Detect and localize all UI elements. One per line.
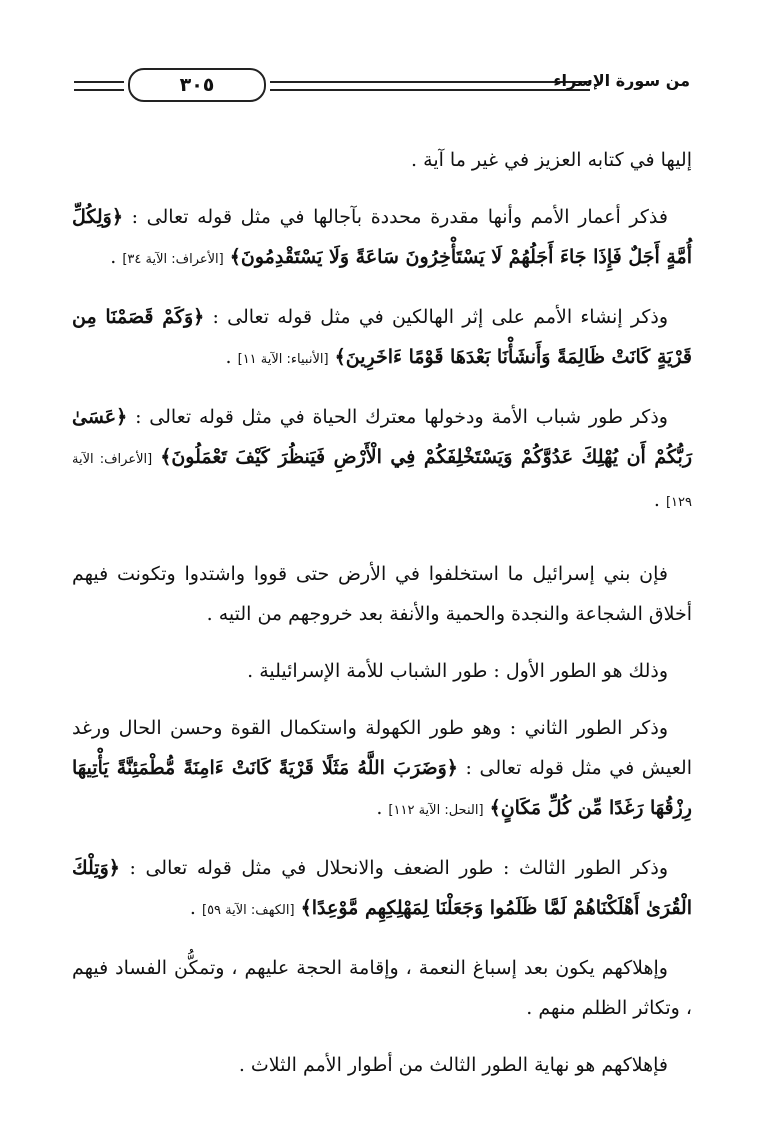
- quran-verse: ﴿وَكَمْ قَصَمْنَا مِن قَرْيَةٍ كَانَتْ ظَالِمَةً وَأَنشَأْنَا بَعْدَهَا قَوْمًا ءَاخَرِينَ﴾: [72, 306, 692, 368]
- paragraph-3: [72, 297, 692, 380]
- verse-reference: [الأعراف: الآية ٣٤]: [122, 252, 224, 267]
- paragraph-text: فإهلاكهم هو نهاية الطور الثالث من أطوار الأمم الثلاث .: [238, 1054, 668, 1076]
- paragraph-9: [72, 948, 692, 1028]
- page-body: [72, 140, 692, 1102]
- paragraph-text: فذكر أعمار الأمم وأنها مقدرة محددة بآجالها في مثل قوله تعالى :: [122, 206, 668, 228]
- header-rule-left: [74, 81, 124, 91]
- verse-reference: [النحل: الآية ١١٢]: [388, 803, 484, 818]
- paragraph-text: فإن بني إسرائيل ما استخلفوا في الأرض حتى قووا واشتدوا وتكونت فيهم أخلاق الشجاعة والنجدة والحمية والأنفة بعد خروجهم من التيه .: [72, 563, 692, 625]
- paragraph-text: وذكر طور شباب الأمة ودخولها معترك الحياة في مثل قوله تعالى :: [127, 406, 668, 428]
- verse-reference: [الأنبياء: الآية ١١]: [237, 352, 329, 367]
- paragraph-1: [72, 140, 692, 180]
- paragraph-2: [72, 197, 692, 280]
- header-rule-right: [270, 81, 590, 91]
- paragraph-text: وذكر إنشاء الأمم على إثر الهالكين في مثل قوله تعالى :: [204, 306, 668, 328]
- paragraph-8: [72, 848, 692, 931]
- paragraph-text: وذكر الطور الثالث : طور الضعف والانحلال في مثل قوله تعالى :: [119, 857, 668, 879]
- page-number: ٣٠٥: [128, 68, 266, 102]
- quran-verse: ﴿وَلِكُلِّ أُمَّةٍ أَجَلٌ فَإِذَا جَاءَ أَجَلُهُمْ لَا يَسْتَأْخِرُونَ سَاعَةً وَلَا يَسْتَقْدِمُونَ﴾: [72, 206, 692, 268]
- paragraph-text: وإهلاكهم يكون بعد إسباغ النعمة ، وإقامة الحجة عليهم ، وتمكُّن الفساد فيهم ، وتكاثر الظلم منهم .: [72, 957, 692, 1019]
- page-header: [74, 62, 690, 106]
- paragraph-4: [72, 397, 692, 523]
- quran-verse: ﴿وَتِلْكَ الْقُرَىٰ أَهْلَكْنَاهُمْ لَمَّا ظَلَمُوا وَجَعَلْنَا لِمَهْلِكِهِم مَّوْعِدًا﴾: [72, 857, 692, 919]
- paragraph-text: إليها في كتابه العزيز في غير ما آية .: [411, 149, 692, 171]
- section-gap: [72, 540, 692, 554]
- paragraph-10: [72, 1045, 692, 1085]
- quran-verse: ﴿عَسَىٰ رَبُّكُمْ أَن يُهْلِكَ عَدُوَّكُمْ وَيَسْتَخْلِفَكُمْ فِي الْأَرْضِ فَيَنظُرَ كَيْفَ تَعْمَلُونَ﴾: [72, 406, 692, 468]
- chapter-title: من سورة الإسراء: [553, 71, 690, 90]
- paragraph-5: [72, 554, 692, 634]
- paragraph-7: [72, 708, 692, 831]
- sentence-end: .: [225, 346, 238, 368]
- sentence-end: .: [110, 246, 123, 268]
- sentence-end: .: [376, 797, 389, 819]
- sentence-end: .: [189, 897, 202, 919]
- sentence-end: .: [653, 489, 666, 511]
- quran-verse: ﴿وَضَرَبَ اللَّهُ مَثَلًا قَرْيَةً كَانَتْ ءَامِنَةً مُّطْمَئِنَّةً يَأْتِيهَا رِزْقُهَا رَغَدًا مِّن كُلِّ مَكَانٍ﴾: [72, 757, 692, 819]
- verse-reference: [الأعراف: الآية ١٢٩]: [72, 452, 692, 510]
- paragraph-text: وذكر الطور الثاني : وهو طور الكهولة واستكمال القوة وحسن الحال ورغد العيش في مثل قوله تعالى :: [72, 717, 692, 779]
- paragraph-6: [72, 651, 692, 691]
- paragraph-text: وذلك هو الطور الأول : طور الشباب للأمة الإسرائيلية .: [247, 660, 668, 682]
- verse-reference: [الكهف: الآية ٥٩]: [202, 903, 295, 918]
